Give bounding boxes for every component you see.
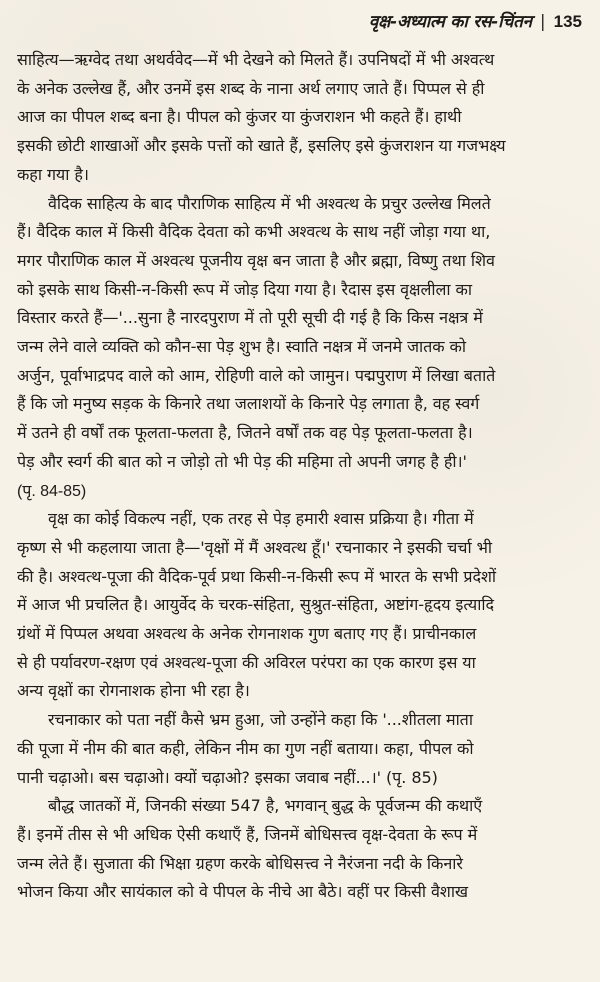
header-separator: |: [539, 12, 546, 32]
text-line: जन्म लेने वाले व्यक्ति को कौन-सा पेड़ शुभ है। स्वाति नक्षत्र में जनमे जातक को: [17, 337, 467, 357]
text-line: कृष्ण से भी कहलाया जाता है—'वृक्षों में मैं अश्वत्थ हूँ।' रचनाकार ने इसकी चर्चा भी: [17, 537, 492, 557]
text-line: के अनेक उल्लेख हैं, और उनमें इस शब्द के नाना अर्थ लगाए जाते हैं। पिप्पल से ही: [17, 78, 485, 98]
text-line: से ही पर्यावरण-रक्षण एवं अश्वत्थ-पूजा की अविरल परंपरा का एक कारण इस या: [17, 652, 476, 672]
paragraph-1: [17, 46, 582, 190]
paragraph-4: [17, 706, 582, 792]
text-line: में उतने ही वर्षों तक फूलता-फलता है, जितने वर्षों तक वह पेड़ फूलता-फलता है।: [17, 423, 473, 443]
running-title: वृक्ष-अध्यात्म का रस-चिंतन: [368, 12, 532, 32]
text-line: हैं। इनमें तीस से भी अधिक ऐसी कथाएँ हैं, जिनमें बोधिसत्त्व वृक्ष-देवता के रूप में: [17, 824, 478, 844]
running-header: [17, 8, 582, 36]
main-text: [17, 46, 582, 907]
text-line: विस्तार करते हैं—'...सुना है नारदपुराण में तो पूरी सूची दी गई है कि किस नक्षत्र में: [17, 308, 483, 328]
text-line: रचनाकार को पता नहीं कैसे भ्रम हुआ, जो उन्होंने कहा कि '...शीतला माता: [48, 710, 473, 730]
text-line: हैं। वैदिक काल में किसी वैदिक देवता को कभी अश्वत्थ के साथ नहीं जोड़ा गया था,: [17, 222, 491, 242]
text-line: जन्म लेते हैं। सुजाता की भिक्षा ग्रहण करके बोधिसत्त्व ने नैरंजना नदी के किनारे: [17, 853, 463, 873]
text-line: वृक्ष का कोई विकल्प नहीं, एक तरह से पेड़ हमारी श्वास प्रक्रिया है। गीता में: [48, 509, 474, 529]
text-line: की पूजा में नीम की बात कही, लेकिन नीम का गुण नहीं बताया। कहा, पीपल को: [17, 738, 474, 758]
text-line: की है। अश्वत्थ-पूजा की वैदिक-पूर्व प्रथा किसी-न-किसी रूप में भारत के सभी प्रदेशों: [17, 566, 497, 586]
text-line: पेड़ और स्वर्ग की बात को न जोड़ो तो भी पेड़ की महिमा तो अपनी जगह है ही।': [17, 451, 467, 471]
text-line: में आज भी प्रचलित है। आयुर्वेद के चरक-संहिता, सुश्रुत-संहिता, अष्टांग-हृदय इत्यादि: [17, 595, 494, 615]
text-line: पानी चढ़ाओ। बस चढ़ाओ। क्यों चढ़ाओ? इसका जवाब नहीं...।' (पृ. 85): [17, 767, 438, 787]
text-line: हैं कि जो मनुष्य सड़क के किनारे तथा जलाशयों के किनारे पेड़ लगाता है, वह स्वर्ग: [17, 394, 480, 414]
paragraph-3: [17, 505, 582, 706]
page-number: 135: [553, 12, 582, 31]
text-line: कहा गया है।: [17, 164, 89, 184]
text-line: अन्य वृक्षों का रोगनाशक होना भी रहा है।: [17, 681, 250, 701]
paragraph-2: [17, 190, 582, 506]
page-citation: (पृ. 84-85): [17, 481, 87, 500]
text-line: ग्रंथों में पिप्पल अथवा अश्वत्थ के अनेक रोगनाशक गुण बताए गए हैं। प्राचीनकाल: [17, 624, 477, 644]
text-line: इसकी छोटी शाखाओं और इसके पत्तों को खाते हैं, इसलिए इसे कुंजराशन या गजभक्ष्य: [17, 136, 506, 156]
text-line: मगर पौराणिक काल में अश्वत्थ पूजनीय वृक्ष बन जाता है और ब्रह्मा, विष्णु तथा शिव: [17, 250, 495, 270]
paragraph-5: [17, 792, 582, 907]
text-line: साहित्य—ऋग्वेद तथा अथर्ववेद—में भी देखने को मिलते हैं। उपनिषदों में भी अश्वत्थ: [17, 50, 495, 69]
text-line: आज का पीपल शब्द बना है। पीपल को कुंजर या कुंजराशन भी कहते हैं। हाथी: [17, 107, 462, 127]
text-line: अर्जुन, पूर्वाभाद्रपद वाले को आम, रोहिणी वाले को जामुन। पद्मपुराण में लिखा बताते: [17, 365, 496, 385]
text-line: को इसके साथ किसी-न-किसी रूप में जोड़ दिया गया है। रैदास इस वृक्षलीला का: [17, 279, 472, 299]
text-line: वैदिक साहित्य के बाद पौराणिक साहित्य में भी अश्वत्थ के प्रचुर उल्लेख मिलते: [48, 193, 491, 213]
text-line: बौद्ध जातकों में, जिनकी संख्या 547 है, भगवान् बुद्ध के पूर्वजन्म की कथाएँ: [48, 796, 483, 816]
text-line: भोजन किया और सायंकाल को वे पीपल के नीचे आ बैठे। वहीं पर किसी वैशाख: [17, 882, 468, 902]
